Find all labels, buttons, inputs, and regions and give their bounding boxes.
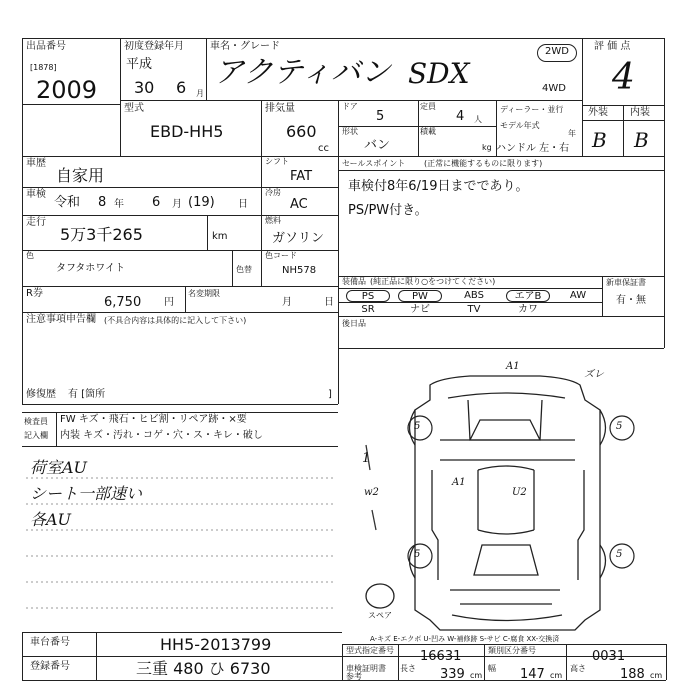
inspector-label1: 検査員	[24, 417, 48, 426]
color-label: 色	[26, 251, 34, 260]
month-label: 月	[282, 297, 292, 308]
line	[566, 644, 567, 680]
equipment-item: ナビ	[410, 304, 430, 315]
tire-rear-right: 5	[616, 549, 623, 560]
recycle-unit: 円	[164, 297, 174, 308]
class-no: 0031	[592, 649, 626, 664]
line	[338, 156, 339, 404]
line	[120, 100, 582, 101]
line	[22, 632, 23, 680]
line	[232, 250, 233, 286]
inspect-month: 6	[152, 195, 161, 210]
class-no-label: 類別区分番号	[488, 646, 536, 655]
mileage-unit: km	[212, 231, 228, 242]
line	[342, 644, 666, 645]
chassis: HH5-2013799	[160, 635, 272, 654]
line	[22, 156, 664, 157]
sales-line2: PS/PW付き。	[348, 203, 428, 218]
ext-grade: B	[592, 128, 607, 152]
mileage: 5万3千265	[60, 225, 143, 244]
plate-label: 登録番号	[30, 661, 70, 672]
shift: FAT	[290, 169, 313, 184]
mark-a1-top: A1	[506, 361, 520, 372]
equipment-item: ABS	[464, 290, 484, 301]
line	[22, 656, 666, 657]
inspector-label2: 記入欄	[24, 431, 48, 440]
mark-zure: ズレ	[584, 369, 604, 380]
line	[338, 170, 664, 171]
color-code-label: 色コード	[265, 251, 297, 260]
inspect-era: 令和	[54, 195, 81, 210]
side-mark-1: 1	[362, 451, 371, 466]
note-1: 荷室AU	[30, 458, 88, 477]
line	[207, 215, 208, 250]
sales-sub: (正常に機能するものに限ります)	[424, 159, 543, 168]
equipment-item: TV	[467, 304, 481, 315]
usage: 自家用	[56, 166, 105, 185]
color: タフタホワイト	[56, 263, 125, 274]
type-no-label: 型式指定番号	[346, 646, 394, 655]
ac-label: 冷房	[265, 188, 281, 197]
inspect-y: 年	[114, 199, 124, 210]
first-reg-label: 初度登録年月	[124, 41, 184, 52]
line	[22, 446, 338, 447]
repair-label: 修復歴	[26, 389, 56, 400]
line	[22, 104, 120, 105]
mileage-label: 走行	[26, 217, 46, 228]
line	[666, 644, 667, 680]
line	[342, 644, 343, 680]
line	[22, 412, 338, 413]
recycle-label: R券	[26, 288, 43, 299]
grade: SDX	[408, 57, 470, 90]
height: 188	[620, 667, 645, 682]
fuel: ガソリン	[272, 231, 325, 246]
line	[22, 187, 261, 188]
dealer-label: ディーラー・並行	[500, 105, 564, 114]
reg-month: 6	[176, 78, 187, 97]
inspector-row1: FW キズ・飛石・ヒビ割・リペア跡・×要	[60, 414, 247, 425]
year-unit: 年	[568, 129, 576, 138]
shape-label: 形状	[342, 127, 358, 136]
equipment-item: AW	[569, 290, 587, 301]
inspector-row2: 内装 キズ・汚れ・コゲ・穴・ス・キレ・破し	[60, 430, 263, 441]
line	[261, 156, 262, 286]
line	[338, 302, 602, 303]
line	[338, 288, 602, 289]
doors: 5	[376, 109, 385, 124]
usage-label: 車歴	[26, 158, 46, 169]
note-3: 各AU	[30, 510, 72, 529]
length-unit: cm	[470, 671, 483, 680]
mark-u2: U2	[512, 487, 527, 498]
shift-label: シフト	[265, 157, 289, 166]
top-line	[22, 38, 664, 39]
shape: バン	[364, 138, 391, 153]
height-label: 高さ	[570, 664, 586, 673]
equipment-item: カワ	[518, 304, 538, 315]
int-grade: B	[634, 128, 649, 152]
line	[22, 632, 342, 633]
equipment-label: 装備品	[342, 277, 366, 286]
tire-front-left: 5	[414, 421, 421, 432]
repair-close: ]	[328, 389, 332, 400]
repair-value: 有 [箇所	[68, 389, 106, 400]
drive-2wd: 2WD	[537, 44, 577, 62]
capacity: 4	[456, 109, 465, 124]
cap-label: 定員	[420, 102, 436, 111]
type-no: 16631	[420, 649, 462, 664]
line	[664, 156, 665, 348]
width-label: 幅	[488, 664, 496, 673]
length: 339	[440, 667, 465, 682]
equipment-sub: (純正品に限り○をつけてください)	[370, 277, 496, 286]
model: EBD-HH5	[150, 122, 224, 141]
drive-4wd: 4WD	[542, 83, 566, 94]
cap-unit: 人	[474, 115, 482, 124]
equipment-item: PW	[398, 290, 442, 302]
era: 平成	[126, 57, 153, 72]
score: 4	[612, 57, 635, 98]
warranty: 有・無	[616, 295, 646, 306]
lot-sub: [1878]	[30, 63, 57, 72]
line	[338, 126, 496, 127]
lot-label: 出品番号	[26, 41, 66, 52]
inspect-d: 日	[238, 199, 248, 210]
line	[22, 404, 338, 405]
line	[22, 312, 338, 313]
notes-label: 注意事項申告欄	[26, 314, 96, 325]
chassis-label: 車台番号	[30, 637, 70, 648]
inspect-m: 月	[172, 199, 182, 210]
equipment-item: PS	[346, 290, 390, 302]
line	[206, 38, 207, 100]
reg-year: 30	[134, 78, 155, 97]
width-unit: cm	[550, 671, 563, 680]
equipment-item: SR	[361, 304, 375, 315]
spare-label: スペア	[368, 611, 392, 620]
line	[484, 644, 485, 680]
line	[418, 100, 419, 156]
handle-label: ハンドル 左・右	[496, 143, 570, 154]
plate: 三重 480 ひ 6730	[136, 659, 271, 678]
model-year-label: モデル年式	[500, 121, 540, 130]
disp-unit: cc	[318, 143, 329, 154]
line	[185, 286, 186, 312]
line	[261, 100, 262, 156]
length-label: 長さ	[400, 664, 416, 673]
line	[120, 38, 121, 156]
sales-line1: 車検付8年6/19日までであり。	[348, 179, 529, 194]
month-unit: 月	[196, 89, 204, 98]
line	[664, 38, 665, 156]
inspect-year: 8	[98, 195, 107, 210]
line	[582, 38, 583, 156]
height-unit: cm	[650, 671, 663, 680]
color-code-small: 色替	[236, 265, 252, 274]
note-2: シート一部速い	[30, 484, 143, 503]
mark-a1-mid: A1	[452, 477, 466, 488]
line	[56, 412, 57, 446]
line	[22, 156, 23, 404]
line	[22, 680, 666, 681]
car-name: アクティバン	[214, 55, 391, 90]
lot-number: 2009	[36, 76, 98, 104]
displacement: 660	[286, 122, 317, 141]
cert-label: 車検証明書参考	[346, 664, 386, 681]
model-label: 型式	[124, 103, 144, 114]
line	[22, 215, 261, 216]
line	[398, 644, 399, 680]
color-code: NH578	[282, 265, 317, 276]
name-label: 車名・グレード	[210, 41, 280, 52]
day-label: 日	[324, 297, 334, 308]
line	[496, 100, 497, 156]
line	[22, 286, 338, 287]
line	[602, 276, 603, 316]
line	[338, 100, 339, 156]
line	[338, 316, 664, 317]
after-label: 後日品	[342, 319, 366, 328]
fuel-label: 燃料	[265, 216, 281, 225]
inspect-label: 車検	[26, 189, 46, 200]
recycle: 6,750	[104, 295, 142, 310]
load-unit: kg	[482, 143, 492, 152]
line	[96, 632, 97, 680]
tire-front-right: 5	[616, 421, 623, 432]
warranty-label: 新車保証書	[606, 278, 646, 287]
width: 147	[520, 667, 545, 682]
line	[623, 105, 624, 156]
load-label: 積載	[420, 127, 436, 136]
int-label: 内装	[630, 107, 650, 118]
equipment-item: エアB	[506, 290, 550, 302]
score-label: 評 価 点	[594, 41, 631, 52]
line	[22, 38, 23, 156]
name-change-label: 名変期限	[188, 289, 220, 298]
notes-sub: (不具合内容は具体的に記入して下さい)	[104, 316, 247, 325]
ext-label: 外装	[588, 107, 608, 118]
tire-rear-left: 5	[414, 549, 421, 560]
ac: AC	[290, 197, 308, 212]
damage-legend: A-キズ E-エクボ U-凹み W-補修跡 S-サビ C-腐食 XX-交換済	[370, 635, 560, 643]
line	[338, 348, 664, 349]
door-label: ドア	[342, 102, 358, 111]
side-mark-2: w2	[364, 487, 379, 498]
inspect-day: (19)	[188, 195, 215, 210]
disp-label: 排気量	[265, 103, 295, 114]
sales-label: セールスポイント	[342, 159, 406, 168]
